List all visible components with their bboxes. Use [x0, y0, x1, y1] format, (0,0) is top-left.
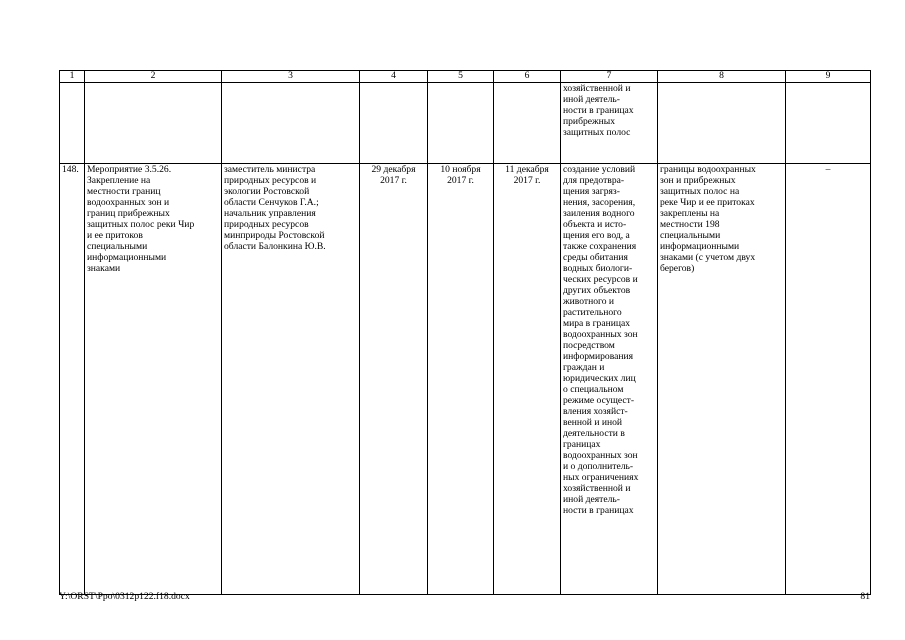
col-header-9: 9 [786, 71, 871, 83]
start-date: 10 ноября 2017 г. [428, 164, 494, 595]
cont-cell-1 [60, 83, 85, 164]
responsible-persons: заместитель министра природных ресурсов и экологии Ростовской области Сенчуков Г.А.; начальник управления природных ресурсов минприроды Ростовской области Балонкина Ю.В. [222, 164, 360, 595]
column-number-row [60, 71, 871, 83]
cont-cell-6 [494, 83, 561, 164]
page-number: 81 [860, 591, 870, 602]
cont-cell-5 [428, 83, 494, 164]
note: – [786, 164, 871, 595]
cont-cell-3 [222, 83, 360, 164]
col-header-1: 1 [60, 71, 85, 83]
cont-cell-4 [360, 83, 428, 164]
file-path-footer: Y:\ORST\Ppo\0312p122.f18.docx [59, 591, 190, 602]
col-header-8: 8 [658, 71, 786, 83]
continuation-row [60, 83, 871, 164]
expected-result: создание условий для предотвра- щения загряз- нения, засорения, заиления водного объекта и исто- щения его вод, а также сохранения среды обитания водных биологи- ческих ресурсов и других объектов животного и растительного мира в границах водоохранных зон посредством информирования граждан и юридических лиц о специальном режиме осущест- вления хозяйст- венной и иной деятельности в границах водоохранных зон и о дополнитель- ных ограничениях хозяйственной и иной деятель- ности в границах [561, 164, 658, 595]
row-number: 148. [60, 164, 85, 595]
actual-outcome: границы водоохранных зон и прибрежных защитных полос на реке Чир и ее притоках закреплены на местности 198 специальными информационными знаками (с учетом двух берегов) [658, 164, 786, 595]
col-header-6: 6 [494, 71, 561, 83]
cont-result-text: хозяйственной и иной деятель- ности в границах прибрежных защитных полос [561, 83, 658, 164]
measures-table [59, 70, 871, 595]
col-header-5: 5 [428, 71, 494, 83]
col-header-4: 4 [360, 71, 428, 83]
planned-date: 29 декабря 2017 г. [360, 164, 428, 595]
cont-cell-2 [85, 83, 222, 164]
cont-cell-9 [786, 83, 871, 164]
col-header-2: 2 [85, 71, 222, 83]
end-date: 11 декабря 2017 г. [494, 164, 561, 595]
table-row [60, 164, 871, 595]
col-header-3: 3 [222, 71, 360, 83]
event-name: Мероприятие 3.5.26. Закрепление на местности границ водоохранных зон и границ прибрежных защитных полос реки Чир и ее притоков специальными информационными знаками [85, 164, 222, 595]
cont-cell-8 [658, 83, 786, 164]
col-header-7: 7 [561, 71, 658, 83]
